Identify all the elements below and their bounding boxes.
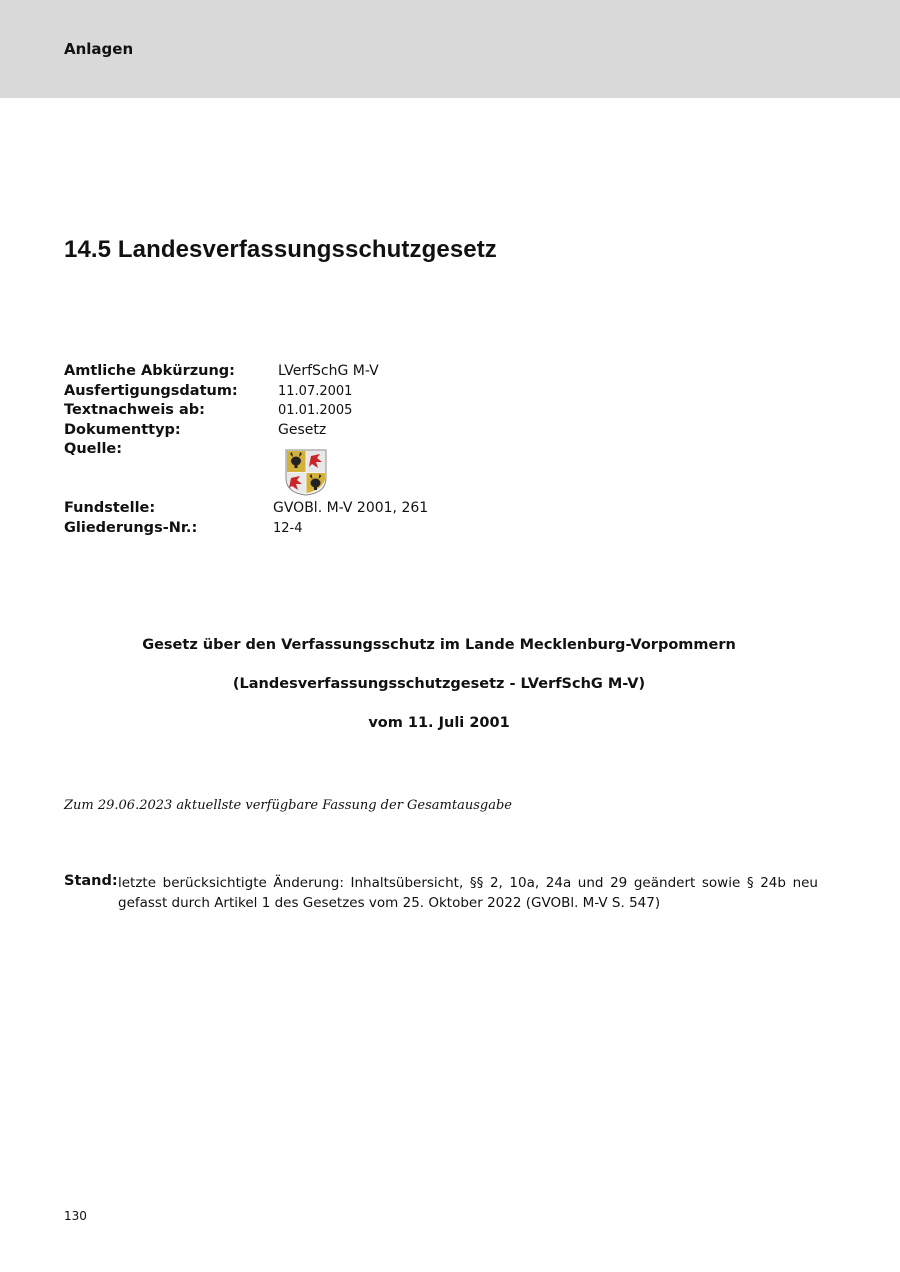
- classification-value: 12-4: [273, 521, 303, 536]
- page-number: 130: [64, 1209, 87, 1223]
- abbreviation-value: LVerfSchG M-V: [278, 363, 379, 379]
- doc-type-label: Dokumenttyp:: [64, 422, 181, 438]
- law-title-line2: (Landesverfassungsschutzgesetz - LVerfSchG M-V): [232, 676, 646, 692]
- reference-label: Fundstelle:: [64, 500, 156, 516]
- stand-label: Stand:: [64, 873, 118, 889]
- version-note: Zum 29.06.2023 aktuellste verfügbare Fassung der Gesamtausgabe: [64, 798, 512, 813]
- issue-date-label: Ausfertigungsdatum:: [64, 383, 238, 399]
- reference-value: GVOBl. M-V 2001, 261: [273, 500, 429, 516]
- source-label: Quelle:: [64, 441, 123, 457]
- text-valid-label: Textnachweis ab:: [64, 402, 205, 418]
- law-title-line1: Gesetz über den Verfassungsschutz im Lande Mecklenburg-Vorpommern: [142, 637, 736, 653]
- classification-label: Gliederungs-Nr.:: [64, 520, 198, 536]
- abbreviation-label: Amtliche Abkürzung:: [64, 363, 235, 379]
- section-title: 14.5 Landesverfassungsschutzgesetz: [64, 236, 497, 263]
- header-label: Anlagen: [64, 40, 134, 58]
- header-band: [0, 0, 900, 98]
- stand-text: letzte berücksichtigte Änderung: Inhaltsübersicht, §§ 2, 10a, 24a und 29 geändert sowie § 24b neu gefasst durch Artikel 1 des Gesetzes vom 25. Oktober 2022 (GVOBl. M-V S. 547): [118, 875, 818, 911]
- issue-date-value: 11.07.2001: [278, 384, 353, 399]
- doc-type-value: Gesetz: [278, 422, 327, 438]
- law-title-line3: vom 11. Juli 2001: [368, 715, 510, 731]
- text-valid-value: 01.01.2005: [278, 403, 353, 418]
- coat-of-arms-icon: [284, 448, 328, 496]
